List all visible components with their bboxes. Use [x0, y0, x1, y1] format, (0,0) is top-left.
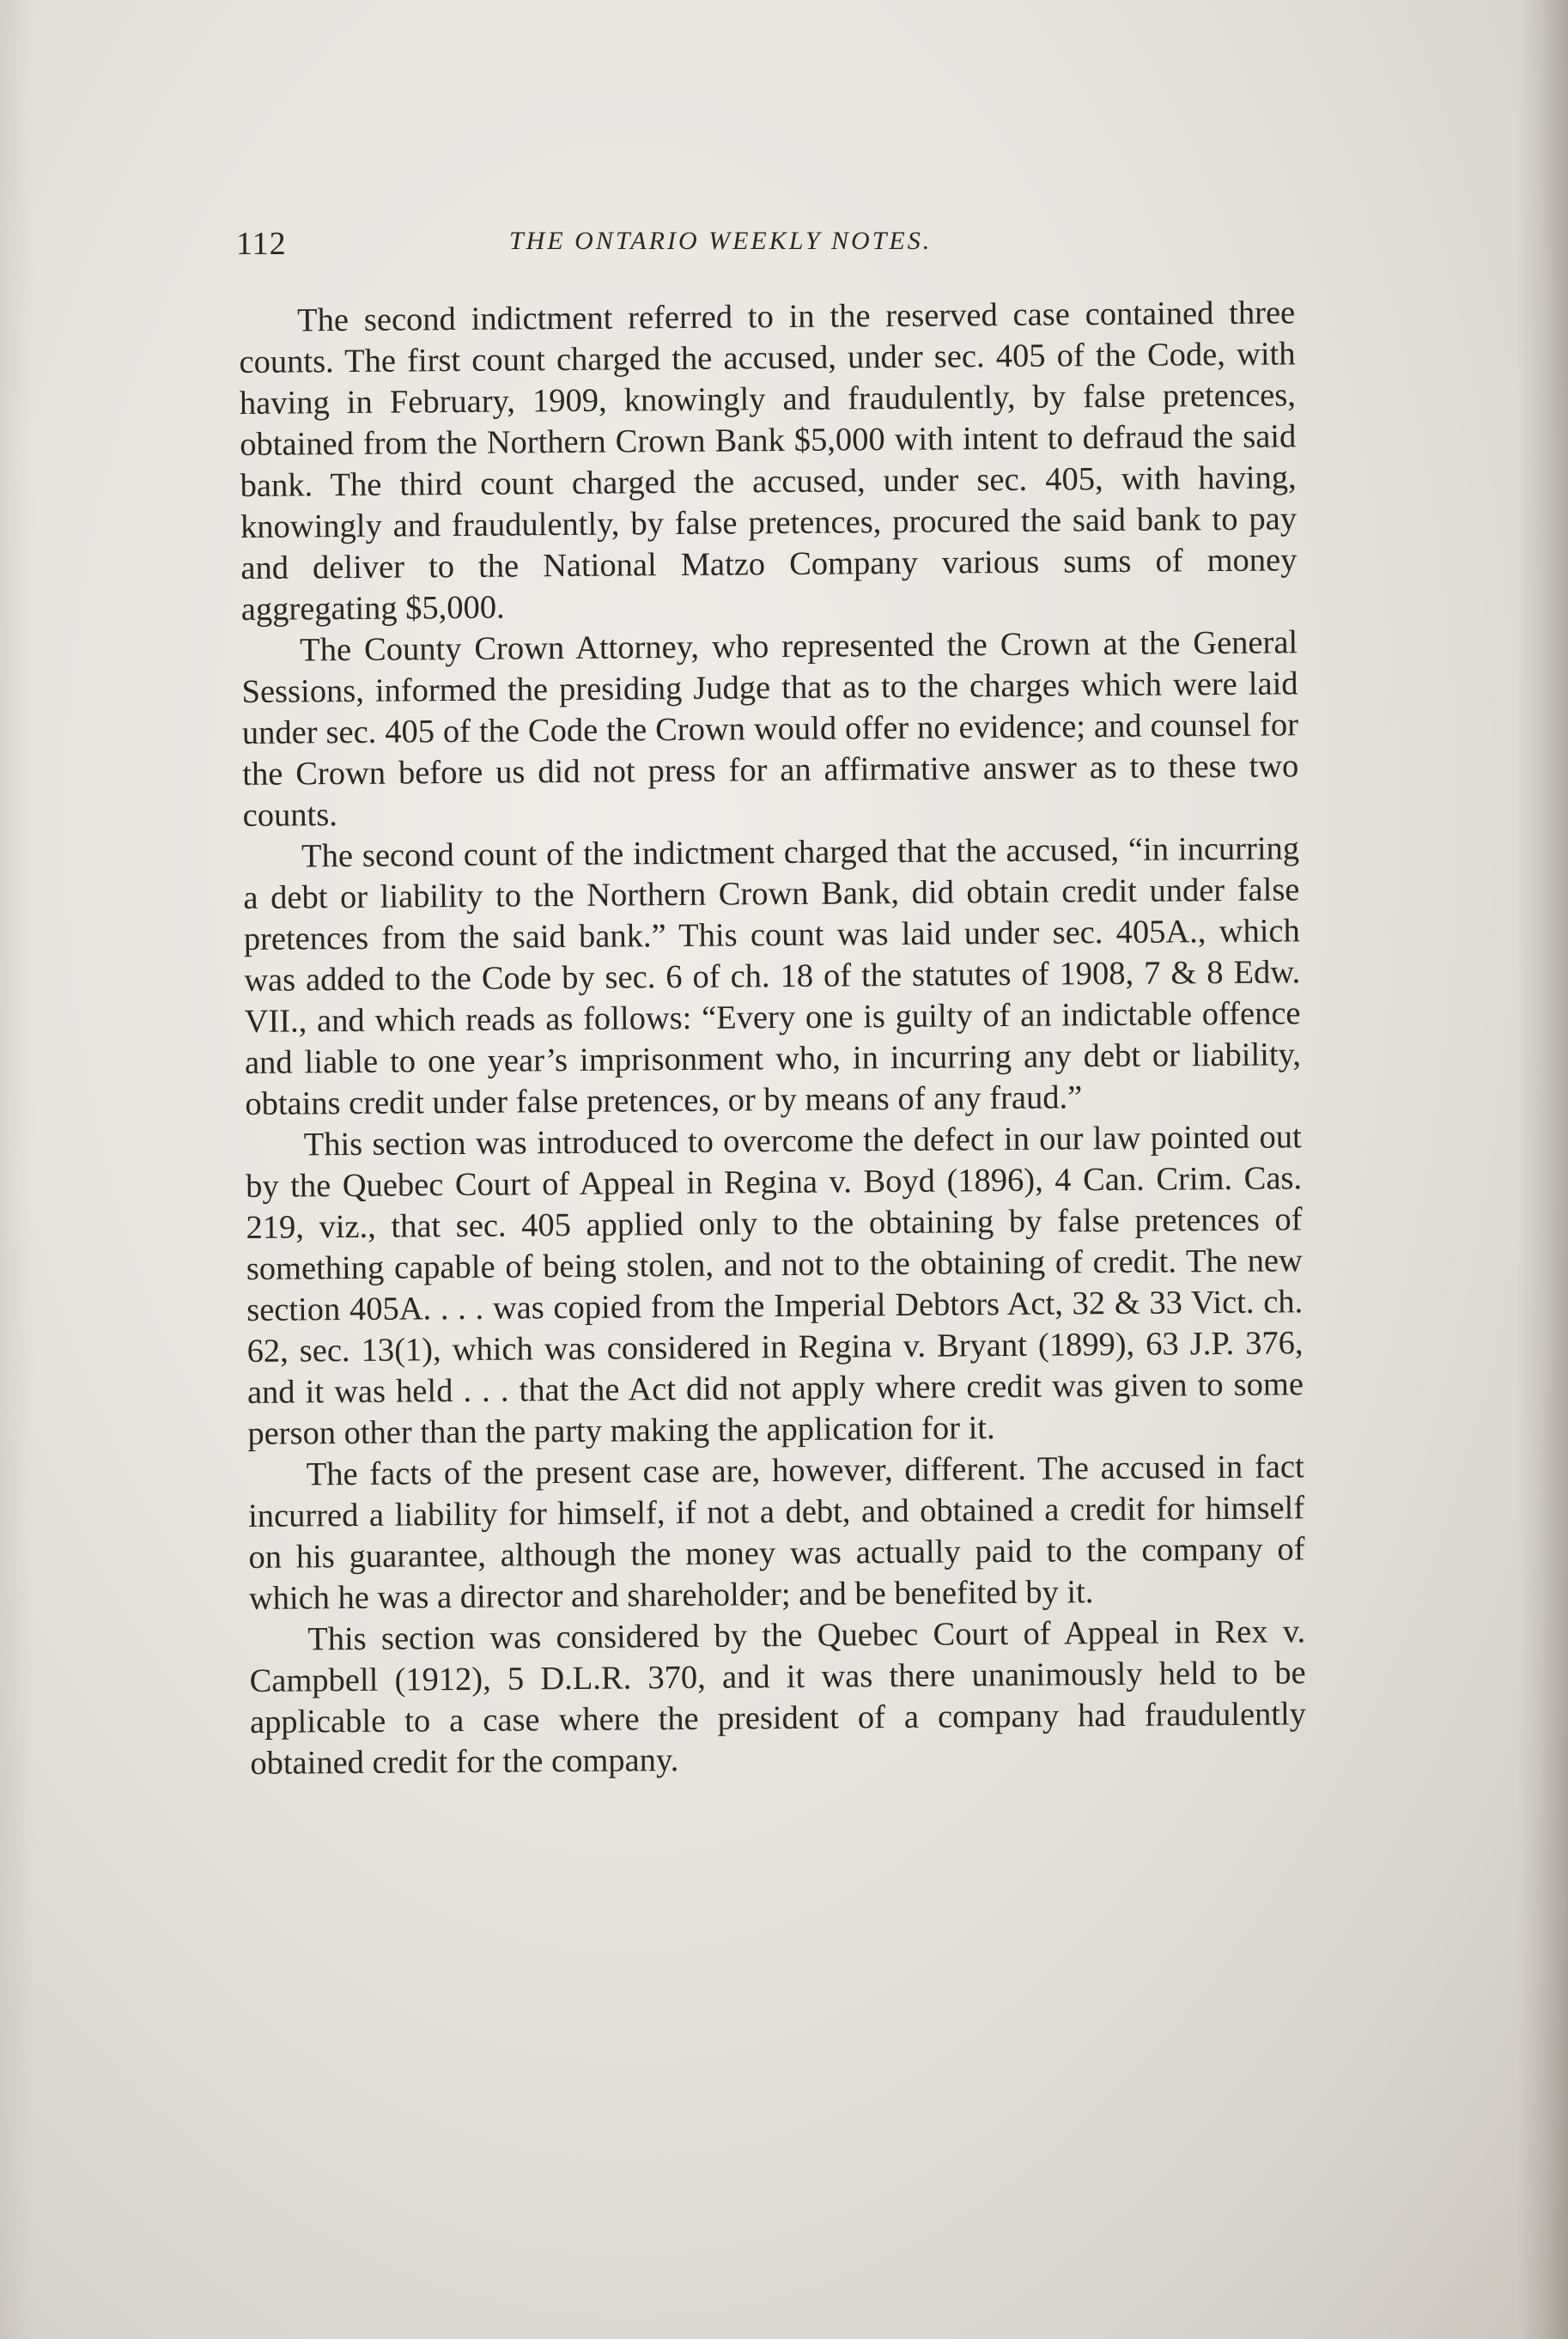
paragraph-section-introduced: This section was introduced to overcome the defect in our law pointed out by the Quebec Court of Appeal in Regina v. Boyd (1896), 4 Can. Crim. Cas. 219, viz., that sec. 405 applied only to the obtaining by false pretences of something capable of being stolen, and not to the obtaining of credit. The new section 405A. . . . was copied from the Imperial Debtors Act, 32 & 33 Vict. ch. 62, sec. 13(1), which was considered in Regina v. Bryant (1899), 63 J.P. 376, and it was held . . . that the Act did not apply where credit was given to some person other than the party making the application for it.: [245, 1119, 1304, 1452]
running-head: [236, 225, 1301, 276]
paragraph-quebec-court: This section was considered by the Quebec Court of Appeal in Rex v. Campbell (1912), 5 D.L.R. 370, and it was there unanimously held to be applicable to a case where the president of a company had fraudulently obtained credit for the company.: [249, 1613, 1307, 1782]
paragraph-facts-present-case: The facts of the present case are, however, different. The accused in fact incurred a liability for himself, if not a debt, and obtained a credit for himself on his guarantee, although the money was actually paid to the company of which he was a director and shareholder; and be benefited by it.: [247, 1449, 1305, 1617]
paragraph-second-indictment: The second indictment referred to in the reserved case contained three counts. The first count charged the accused, under sec. 405 of the Code, with having in February, 1909, knowingly and fraudulently, by false pretences, obtained from the Northern Crown Bank $5,000 with intent to defraud the said bank. The third count charged the accused, under sec. 405, with having, knowingly and fraudulently, by false pretences, procured the said bank to pay and deliver to the National Matzo Company various sums of money aggregating $5,000.: [239, 295, 1298, 628]
page-number: 112: [236, 226, 287, 262]
body-text: [239, 292, 1307, 1784]
running-title: THE ONTARIO WEEKLY NOTES.: [509, 227, 933, 255]
page-left-shadow: [0, 0, 34, 2339]
paragraph-second-count: The second count of the indictment charged that the accused, “in incurring a debt or liability to the Northern Crown Bank, did obtain credit under false pretences from the said bank.” This count was laid under sec. 405A., which was added to the Code by sec. 6 of ch. 18 of the statutes of 1908, 7 & 8 Edw. VII., and which reads as follows: “Every one is guilty of an indictable offence and liable to one year’s imprisonment who, in incurring any debt or liability, obtains credit under false pretences, or by means of any fraud.”: [243, 830, 1302, 1122]
page-gutter-shadow: [1516, 0, 1568, 2339]
paragraph-crown-attorney: The County Crown Attorney, who represented the Crown at the General Sessions, informed the presiding Judge that as to the charges which were laid under sec. 405 of the Code the Crown would offer no evidence; and counsel for the Crown before us did not press for an affirmative answer as to these two counts.: [241, 624, 1299, 834]
